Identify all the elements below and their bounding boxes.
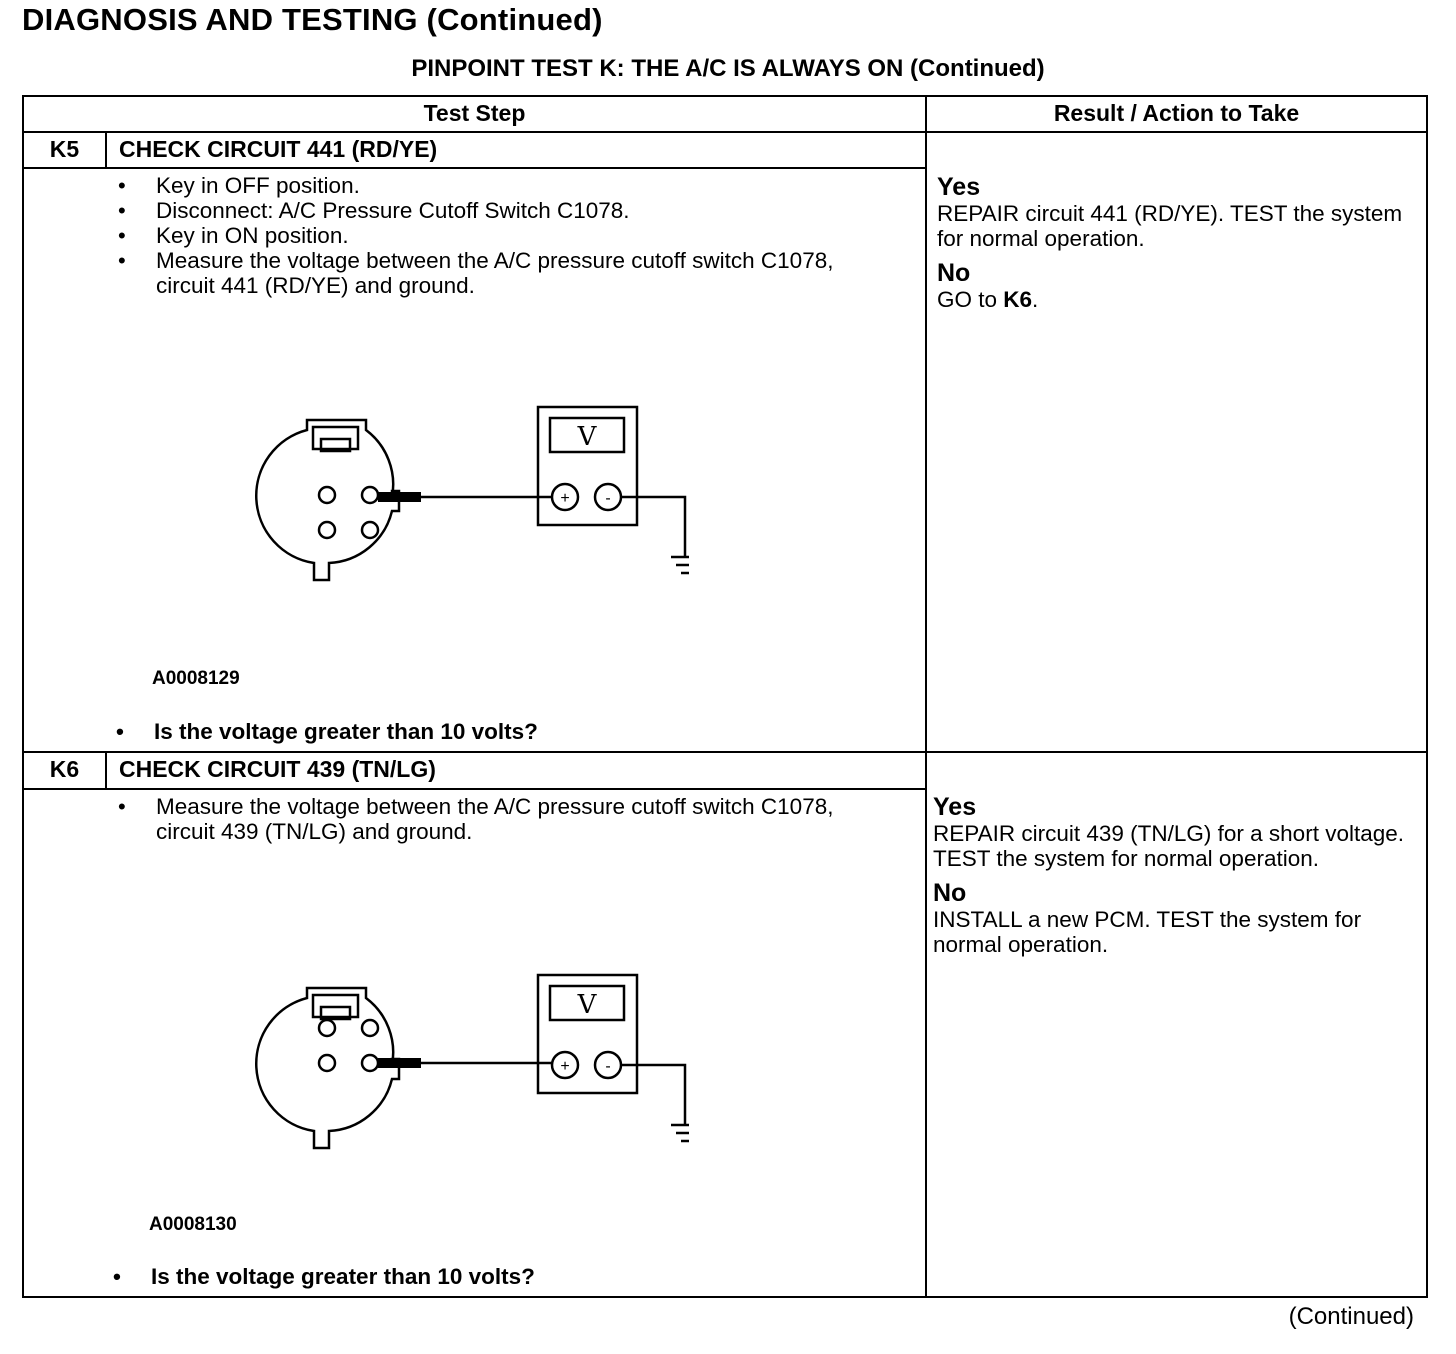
yes-action: REPAIR circuit 439 (TN/LG) for a short voltage. TEST the system for normal operation. [933,821,1404,871]
no-label: No [937,259,971,287]
minus-label: - [605,1058,611,1075]
figure-code-k5: A0008129 [152,668,240,689]
probe-tip [378,492,421,502]
test-lead-ground [621,1065,685,1125]
page-title: DIAGNOSIS AND TESTING (Continued) [22,2,603,37]
figure-code-k6: A0008130 [149,1214,237,1235]
list-item: • Key in ON position. [116,223,856,248]
list-item: • Measure the voltage between the A/C pressure cutoff switch C1078, circuit 439 (TN/LG) and ground. [116,794,856,844]
no-action: INSTALL a new PCM. TEST the system for normal operation. [933,907,1362,957]
step-title-k5: CHECK CIRCUIT 441 (RD/YE) [119,136,438,162]
question-k6: • Is the voltage greater than 10 volts? [111,1264,535,1290]
no-label: No [933,879,967,907]
column-header-test-step: Test Step [423,100,526,126]
k5-title-divider [24,167,925,169]
connector-pin [362,1020,378,1036]
meter-label: V [577,422,597,452]
connector-pin [319,487,335,503]
result-k5 [937,173,1417,320]
connector-pin [319,522,335,538]
k6-title-divider [24,788,925,790]
yes-action: REPAIR circuit 441 (RD/YE). TEST the system for normal operation. [937,201,1403,251]
k6-id-divider [105,753,107,788]
minus-label: - [605,490,611,507]
step-title-k6: CHECK CIRCUIT 439 (TN/LG) [119,756,436,782]
k6-instructions [116,794,856,844]
plus-label: + [560,490,570,507]
k5-instructions [116,173,856,298]
plus-label: + [560,1058,570,1075]
yes-label: Yes [937,173,981,201]
step-id-k6: K6 [49,756,80,782]
connector-pin [362,522,378,538]
k6-voltmeter-diagram [249,973,689,1173]
connector-pin [319,1055,335,1071]
k5-voltmeter-diagram [249,405,689,605]
goto-step-link: K6 [1003,287,1033,312]
column-divider [925,97,927,1296]
yes-label: Yes [933,793,977,821]
k5-id-divider [105,133,107,167]
step-id-k5: K5 [49,136,80,162]
step-divider [24,751,1426,753]
connector-pin [319,1020,335,1036]
pinpoint-test-table [22,95,1428,1298]
ground-symbol [671,1125,689,1141]
question-k5: • Is the voltage greater than 10 volts? [114,719,538,745]
list-item: • Key in OFF position. [116,173,856,198]
column-header-result: Result / Action to Take [1053,100,1300,126]
header-divider [24,131,1426,133]
ground-symbol [671,557,689,573]
probe-tip [378,1058,421,1068]
list-item: • Disconnect: A/C Pressure Cutoff Switch C1078. [116,198,856,223]
test-lead-ground [621,497,685,557]
connector-pin [362,487,378,503]
result-k6 [933,793,1413,965]
no-action: GO to K6. [937,287,1039,312]
meter-label: V [577,990,597,1020]
pinpoint-test-title: PINPOINT TEST K: THE A/C IS ALWAYS ON (Continued) [411,55,1045,82]
connector-pin [362,1055,378,1071]
list-item: • Measure the voltage between the A/C pressure cutoff switch C1078, circuit 441 (RD/YE) and ground. [116,248,856,298]
continued-note: (Continued) [1288,1303,1414,1330]
